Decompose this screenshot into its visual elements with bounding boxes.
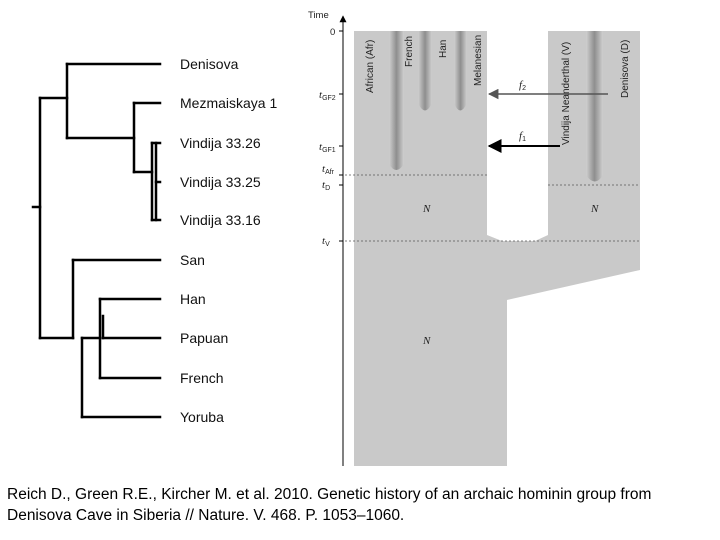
time-label-t-gf1 <box>319 141 343 154</box>
f1-symbol: f <box>519 130 523 142</box>
population-label-vindija: Vindija Neanderthal (V) <box>561 41 572 145</box>
f1-subscript: 1 <box>522 136 526 143</box>
time-label-t-v <box>322 235 343 248</box>
time-label-t-d <box>322 179 343 192</box>
time-label-t-afr <box>322 163 343 176</box>
axis-label-zero: 0 <box>330 27 336 38</box>
t-gf1-subscript: GF1 <box>322 147 336 154</box>
population-label-french: French <box>404 35 415 67</box>
tree-tip-vindija-3316: Vindija 33.16 <box>180 212 261 228</box>
time-label-t-gf1-text <box>319 141 336 154</box>
t-afr-subscript: Afr <box>325 169 335 176</box>
t-afr-symbol: t <box>322 163 326 175</box>
f2-subscript: 2 <box>522 85 526 92</box>
tree-tip-vindija-3325: Vindija 33.25 <box>180 174 261 190</box>
time-label-t-gf2-text <box>319 89 336 102</box>
t-gf2-subscript: GF2 <box>322 95 336 102</box>
time-axis-title: Time <box>308 10 329 21</box>
time-label-t-d-text <box>322 179 330 192</box>
t-gf1-symbol: t <box>319 141 323 153</box>
tree-tip-san: San <box>180 252 205 268</box>
t-v-symbol: t <box>322 235 326 247</box>
population-label-denisova: Denisova (D) <box>620 39 631 98</box>
tube-vindija <box>586 31 603 182</box>
figure-caption: Reich D., Green R.E., Kircher M. et al. 2010. Genetic history of an archaic hominin group from Denisova Cave in Siberia // Nature. V. 468. P. 1053–1060. <box>7 486 652 524</box>
tree-tip-vindija-3326: Vindija 33.26 <box>180 135 261 151</box>
time-label-t-afr-text <box>322 163 335 176</box>
tree-tip-mezmaiskaya: Mezmaiskaya 1 <box>180 95 278 111</box>
tree-tip-papuan: Papuan <box>180 330 229 346</box>
size-label-modern: N <box>423 203 431 215</box>
population-label-melanesian: Melanesian <box>473 34 484 86</box>
t-gf2-symbol: t <box>319 89 323 101</box>
time-label-t-v-text <box>322 235 330 248</box>
t-d-subscript: D <box>325 185 331 192</box>
t-v-subscript: V <box>325 241 330 248</box>
tree-tip-french: French <box>180 370 224 386</box>
population-label-han: Han <box>438 39 449 58</box>
tree-tip-han: Han <box>180 291 206 307</box>
tube-french <box>389 31 404 170</box>
tube-han <box>418 31 432 111</box>
size-label-archaic: N <box>591 203 599 215</box>
t-d-symbol: t <box>322 179 326 191</box>
tree-tip-yoruba: Yoruba <box>180 409 224 425</box>
f2-symbol: f <box>519 79 523 91</box>
population-label-african: African (Afr) <box>365 39 376 93</box>
time-label-t-gf2 <box>319 89 343 102</box>
tube-melanesian <box>454 31 467 111</box>
size-label-ancestral: N <box>423 335 431 347</box>
tree-tip-denisova: Denisova <box>180 56 239 72</box>
gene-flow-f1-label <box>519 130 526 143</box>
gene-flow-f2-label <box>519 79 526 92</box>
time-axis <box>308 10 343 466</box>
